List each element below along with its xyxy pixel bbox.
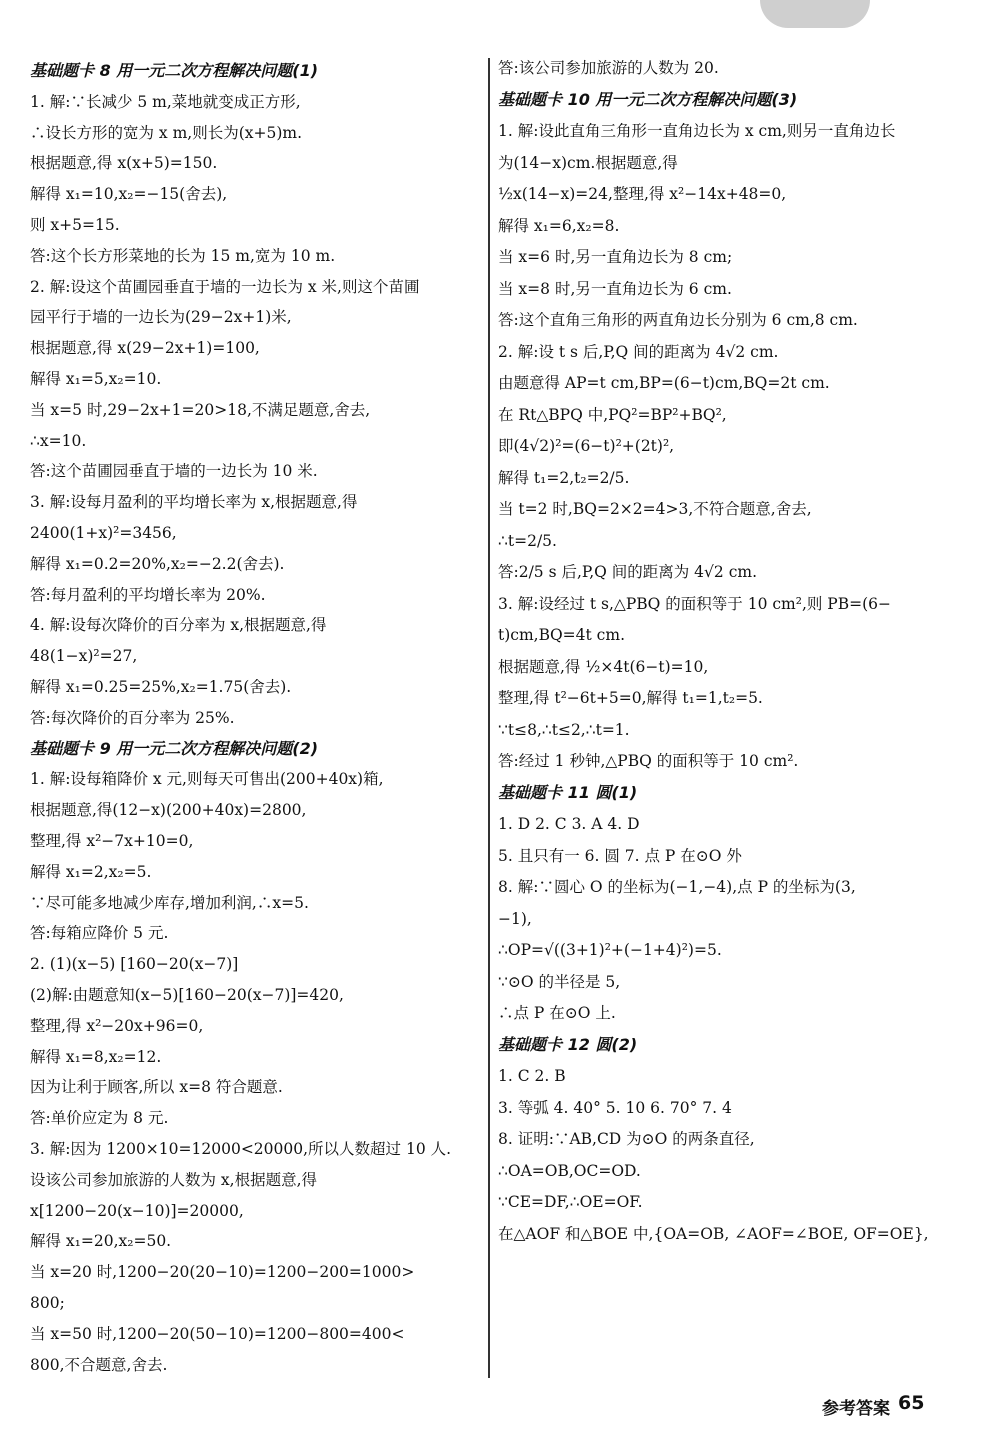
- answer-line: ∴OA=OB,OC=OD.: [498, 1161, 641, 1180]
- answer-line: 当 x=50 时,1200−20(50−10)=1200−800=400<: [30, 1324, 405, 1343]
- answer-line: 根据题意,得 ½×4t(6−t)=10,: [498, 657, 709, 676]
- answer-line: 当 x=5 时,29−2x+1=20>18,不满足题意,舍去,: [30, 400, 371, 419]
- answer-line: 3. 解:设经过 t s,△PBQ 的面积等于 10 cm²,则 PB=(6−: [498, 594, 892, 613]
- answer-line: 解得 x₁=0.25=25%,x₂=1.75(舍去).: [30, 678, 292, 696]
- answer-line: ∴OP=√((3+1)²+(−1+4)²)=5.: [498, 941, 722, 959]
- answer-line: (2)解:由题意知(x−5)[160−20(x−7)]=420,: [30, 986, 344, 1004]
- answer-line: 1. C 2. B: [498, 1067, 566, 1085]
- answer-line: 答:每次降价的百分率为 25%.: [30, 708, 235, 727]
- answer-line: 在△AOF 和△BOE 中,{OA=OB, ∠AOF=∠BOE, OF=OE},: [498, 1224, 929, 1243]
- answer-line: 3. 等弧 4. 40° 5. 10 6. 70° 7. 4: [498, 1098, 732, 1117]
- answer-line: 整理,得 t²−6t+5=0,解得 t₁=1,t₂=5.: [498, 689, 763, 707]
- answer-line: 当 x=8 时,另一直角边长为 6 cm.: [498, 279, 732, 298]
- answer-line: 3. 解:设每月盈利的平均增长率为 x,根据题意,得: [30, 493, 358, 512]
- answer-line: 答:这个苗圃园垂直于墙的一边长为 10 米.: [30, 462, 318, 481]
- answer-line: 根据题意,得 x(29−2x+1)=100,: [30, 339, 260, 358]
- answer-line: 3. 解:因为 1200×10=12000<20000,所以人数超过 10 人.: [30, 1140, 452, 1158]
- answer-line: 800;: [30, 1294, 65, 1312]
- answer-line: ∵t≤8,∴t≤2,∴t=1.: [498, 720, 630, 739]
- answer-line: 解得 t₁=2,t₂=2/5.: [498, 468, 630, 487]
- answer-line: 由题意得 AP=t cm,BP=(6−t)cm,BQ=2t cm.: [498, 374, 830, 392]
- section-heading: 基础题卡 9 用一元二次方程解决问题(2): [30, 738, 319, 758]
- answer-line: 解得 x₁=5,x₂=10.: [30, 370, 162, 388]
- answer-line: 1. 解:设此直角三角形一直角边长为 x cm,则另一直角边长: [498, 122, 896, 140]
- answer-line: 800,不合题意,舍去.: [30, 1355, 168, 1374]
- answer-line: 1. D 2. C 3. A 4. D: [498, 815, 640, 833]
- answer-line: 1. 解:∵长减少 5 m,菜地就变成正方形,: [30, 92, 301, 111]
- answer-line: 则 x+5=15.: [30, 216, 120, 234]
- answer-line: 答:2/5 s 后,P,Q 间的距离为 4√2 cm.: [498, 563, 758, 581]
- column-divider: [488, 58, 490, 1378]
- section-heading: 基础题卡 12 圆(2): [498, 1034, 638, 1054]
- answer-line: 园平行于墙的一边长为(29−2x+1)米,: [30, 308, 292, 327]
- section-heading: 基础题卡 8 用一元二次方程解决问题(1): [30, 61, 319, 80]
- answer-line: ∵CE=DF,∴OE=OF.: [498, 1193, 643, 1211]
- answer-line: 解得 x₁=8,x₂=12.: [30, 1047, 162, 1066]
- answer-line: 设该公司参加旅游的人数为 x,根据题意,得: [30, 1170, 318, 1189]
- answer-line: ∴点 P 在⊙O 上.: [498, 1004, 616, 1022]
- answer-line: 解得 x₁=10,x₂=−15(舍去),: [30, 185, 228, 204]
- answer-line: ∵尽可能多地减少库存,增加利润,∴x=5.: [30, 893, 309, 912]
- page-tab-decoration: [760, 0, 870, 28]
- answer-line: 2. 解:设 t s 后,P,Q 间的距离为 4√2 cm.: [498, 342, 779, 361]
- answer-line: 答:这个长方形菜地的长为 15 m,宽为 10 m.: [30, 246, 336, 265]
- answer-line: 答:每月盈利的平均增长率为 20%.: [30, 585, 266, 604]
- page-number: 65: [898, 1392, 925, 1414]
- answer-line: 答:每箱应降价 5 元.: [30, 924, 169, 943]
- answer-line: 5. 且只有一 6. 圆 7. 点 P 在⊙O 外: [498, 846, 742, 865]
- answer-line: 8. 证明:∵AB,CD 为⊙O 的两条直径,: [498, 1130, 755, 1148]
- answer-line: 整理,得 x²−7x+10=0,: [30, 832, 194, 850]
- answer-line: 当 x=20 时,1200−20(20−10)=1200−200=1000>: [30, 1263, 415, 1282]
- answer-line: ∴t=2/5.: [498, 531, 557, 550]
- answer-line: ½x(14−x)=24,整理,得 x²−14x+48=0,: [498, 185, 787, 203]
- answer-line: 4. 解:设每次降价的百分率为 x,根据题意,得: [30, 616, 327, 635]
- answer-line: 为(14−x)cm.根据题意,得: [498, 153, 678, 172]
- answer-line: 当 x=6 时,另一直角边长为 8 cm;: [498, 248, 733, 266]
- answer-line: 根据题意,得 x(x+5)=150.: [30, 154, 218, 173]
- answer-line: 2400(1+x)²=3456,: [30, 524, 177, 542]
- footer-label: 参考答案: [822, 1399, 890, 1419]
- answer-line: ∴设长方形的宽为 x m,则长为(x+5)m.: [30, 123, 303, 142]
- answer-line: 8. 解:∵圆心 O 的坐标为(−1,−4),点 P 的坐标为(3,: [498, 878, 856, 896]
- answer-line: 2. 解:设这个苗圃园垂直于墙的一边长为 x 米,则这个苗圃: [30, 277, 420, 296]
- answer-line: x[1200−20(x−10)]=20000,: [30, 1201, 244, 1220]
- answer-line: 1. 解:设每箱降价 x 元,则每天可售出(200+40x)箱,: [30, 770, 384, 789]
- answer-line: 答:单价应定为 8 元.: [30, 1109, 169, 1128]
- answer-line: t)cm,BQ=4t cm.: [498, 626, 625, 644]
- answer-line: 解得 x₁=0.2=20%,x₂=−2.2(舍去).: [30, 554, 285, 573]
- answer-line: 即(4√2)²=(6−t)²+(2t)²,: [498, 437, 675, 455]
- answer-line: 因为让利于顾客,所以 x=8 符合题意.: [30, 1078, 283, 1097]
- answer-line: 根据题意,得(12−x)(200+40x)=2800,: [30, 801, 307, 820]
- answer-line: 解得 x₁=20,x₂=50.: [30, 1232, 172, 1251]
- answer-line: 48(1−x)²=27,: [30, 647, 138, 666]
- section-heading: 基础题卡 11 圆(1): [498, 782, 638, 802]
- answer-line: 整理,得 x²−20x+96=0,: [30, 1016, 204, 1035]
- answer-line: 答:经过 1 秒钟,△PBQ 的面积等于 10 cm².: [498, 752, 799, 770]
- answer-line: 解得 x₁=6,x₂=8.: [498, 216, 620, 235]
- answer-line: −1),: [498, 909, 532, 928]
- answer-line: 当 t=2 时,BQ=2×2=4>3,不符合题意,舍去,: [498, 500, 812, 518]
- answer-line: 答:这个直角三角形的两直角边长分别为 6 cm,8 cm.: [498, 311, 858, 329]
- answer-line: 答:该公司参加旅游的人数为 20.: [498, 59, 719, 77]
- answer-line: ∴x=10.: [30, 431, 87, 450]
- answer-line: 2. (1)(x−5) [160−20(x−7)]: [30, 955, 239, 974]
- section-heading: 基础题卡 10 用一元二次方程解决问题(3): [498, 89, 798, 109]
- answer-line: 在 Rt△BPQ 中,PQ²=BP²+BQ²,: [498, 405, 727, 424]
- answer-line: 解得 x₁=2,x₂=5.: [30, 862, 152, 881]
- answer-line: ∵⊙O 的半径是 5,: [498, 972, 621, 991]
